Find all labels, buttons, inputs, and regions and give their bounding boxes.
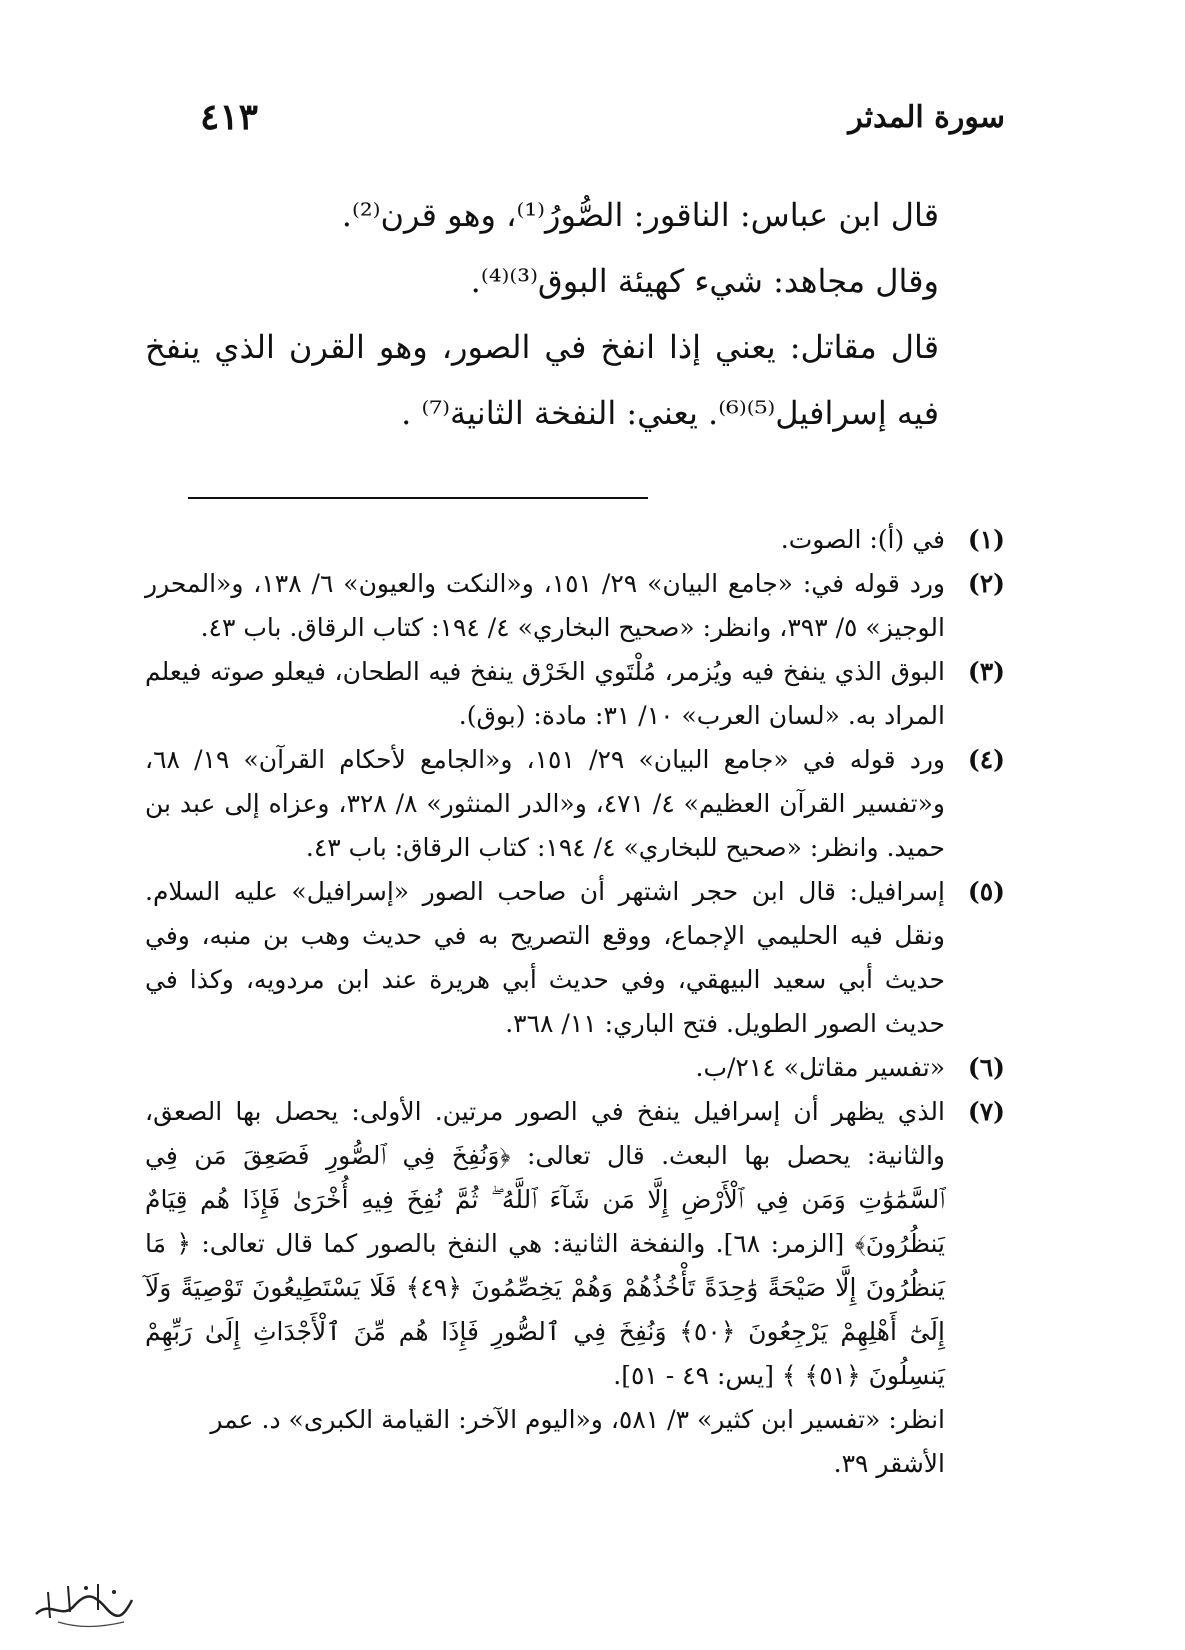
footnote-number: (٦)	[967, 1053, 1005, 1082]
calligraphy-icon	[28, 1570, 138, 1630]
footnote-text: ورد قوله في: «جامع البيان» ٢٩/ ١٥١، و«النكت والعيون» ٦/ ١٣٨، و«المحرر الوجيز» ٥/ ٣٩٣، وانظر: «صحيح البخاري» ٤/ ١٩٤: كتاب الرقاق. باب ٤٣.	[145, 569, 945, 642]
footnote-text: الذي يظهر أن إسرافيل ينفخ في الصور مرتين. الأولى: يحصل بها الصعق، والثانية: يحصل بها البعث. قال تعالى: ﴿وَنُفِخَ فِي ٱلصُّورِ فَصَعِقَ مَن فِي ٱلسَّمَٰوَٰتِ وَمَن فِي ٱلْأَرْضِ إِلَّا مَن شَآءَ ٱللَّهُ ۖ ثُمَّ نُفِخَ فِيهِ أُخْرَىٰ فَإِذَا هُم قِيَامٌ يَنظُرُونَ﴾ [الزمر: ٦٨]. والنفخة الثانية: هي النفخ بالصور كما قال تعالى: ﴿ مَا يَنظُرُونَ إِلَّا صَيْحَةً وَٰحِدَةً تَأْخُذُهُمْ وَهُمْ يَخِصِّمُونَ ﴿٤٩﴾ فَلَا يَسْتَطِيعُونَ تَوْصِيَةً وَلَآ إِلَىٰٓ أَهْلِهِمْ يَرْجِعُونَ ﴿٥٠﴾ وَنُفِخَ فِي ٱلصُّورِ فَإِذَا هُم مِّنَ ٱلْأَجْدَاثِ إِلَىٰ رَبِّهِمْ يَنسِلُونَ ﴿٥١﴾ ﴾ [يس: ٤٩ - ٥١].	[145, 1097, 945, 1390]
footnote-number: (٢)	[967, 569, 1005, 598]
footnote-number: (٥)	[967, 877, 1005, 906]
main-line-1: قال ابن عباس: الناقور: الصُّورُ⁽¹⁾، وهو قرن⁽²⁾.	[341, 196, 939, 234]
footnote-3	[145, 650, 1005, 738]
footnote-6	[145, 1046, 1005, 1090]
footnote-7-continuation: انظر: «تفسير ابن كثير» ٣/ ٥٨١، و«اليوم الآخر: القيامة الكبرى» د. عمر الأشقر ٣٩.	[210, 1405, 945, 1478]
footnote-4	[145, 738, 1005, 870]
footnote-5	[145, 870, 1005, 1046]
surah-name: سورة المدثر	[848, 100, 1005, 135]
footnote-number: (٧)	[967, 1097, 1005, 1126]
footnote-1	[145, 518, 1005, 562]
footnote-text: إسرافيل: قال ابن حجر اشتهر أن صاحب الصور «إسرافيل» عليه السلام. ونقل فيه الحليمي الإجماع، ووقع التصريح به في حديث وهب بن منبه، وفي حديث أبي سعيد البيهقي، وفي حديث أبي هريرة عند ابن مردويه، وكذا في حديث الصور الطويل. فتح الباري: ١١/ ٣٦٨.	[145, 877, 945, 1038]
footnote-text: البوق الذي ينفخ فيه ويُزمر، مُلْتَوي الخَرْق ينفخ فيه الطحان، فيعلو صوته فيعلم المراد به. «لسان العرب» ١٠/ ٣١: مادة: (بوق).	[145, 657, 945, 730]
footnote-number: (٣)	[967, 657, 1005, 686]
main-line-2: وقال مجاهد: شيء كهيئة البوق⁽³⁾⁽⁴⁾.	[470, 262, 939, 300]
footnote-separator	[188, 497, 648, 499]
page-header	[200, 96, 1005, 150]
watermark-logo	[28, 1570, 138, 1630]
footnote-number: (٤)	[967, 745, 1005, 774]
footnotes	[145, 518, 1005, 1486]
main-text	[145, 182, 1005, 446]
footnote-text: ورد قوله في «جامع البيان» ٢٩/ ١٥١، و«الجامع لأحكام القرآن» ١٩/ ٦٨، و«تفسير القرآن العظيم» ٤/ ٤٧١، و«الدر المنثور» ٨/ ٣٢٨، وعزاه إلى عبد بن حميد. وانظر: «صحيح للبخاري» ٤/ ١٩٤: كتاب الرقاق: باب ٤٣.	[145, 745, 946, 862]
footnote-text: «تفسير مقاتل» ٢١٤/ب.	[695, 1053, 945, 1082]
main-line-3: قال مقاتل: يعني إذا انفخ في الصور، وهو القرن الذي ينفخ فيه إسرافيل⁽⁵⁾⁽⁶⁾. يعني: النفخة الثانية⁽⁷⁾ .	[145, 328, 939, 432]
footnote-7	[145, 1090, 1005, 1398]
page-number: ٤١٣	[200, 96, 259, 138]
footnote-number: (١)	[967, 525, 1005, 554]
footnote-2	[145, 562, 1005, 650]
footnote-text: في (أ): الصوت.	[780, 525, 945, 554]
